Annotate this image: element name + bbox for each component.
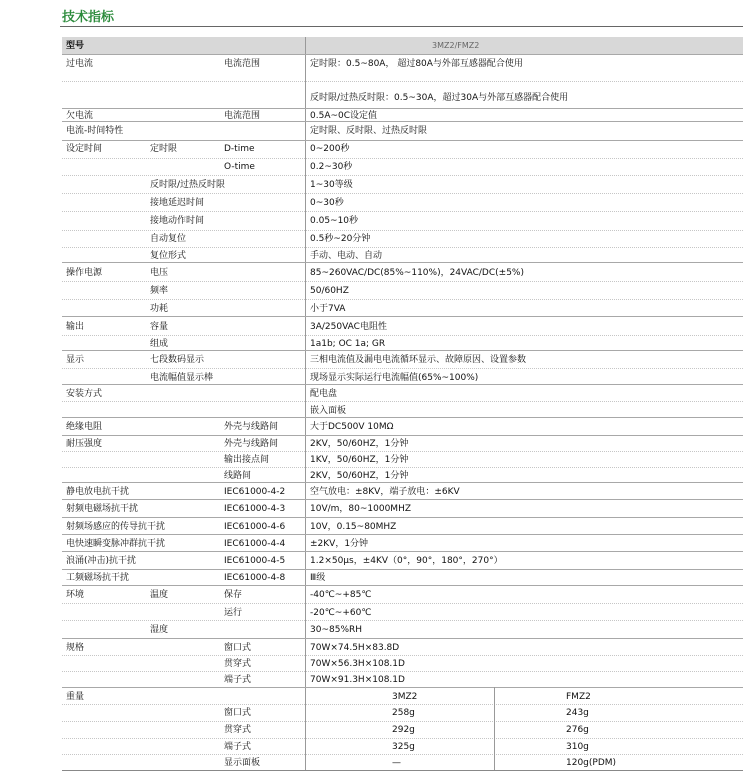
spec-row <box>62 175 743 194</box>
spec-value: 10V，0.15~80MHZ <box>310 522 397 532</box>
spec-subcategory: 接地延迟时间 <box>150 198 205 208</box>
spec-category: 环境 <box>66 590 85 600</box>
spec-subcategory: 容量 <box>150 322 169 332</box>
spec-value: 0.2~30秒 <box>310 162 353 172</box>
spec-subcategory: 功耗 <box>150 304 169 314</box>
weight-type: 端子式 <box>224 742 252 752</box>
weight-label: 重量 <box>66 692 85 702</box>
weight-col-3mz2: 3MZ2 <box>392 692 418 702</box>
weight-fmz2: 243g <box>566 708 589 718</box>
spec-category: 电流-时间特性 <box>66 126 124 136</box>
spec-value: 现场显示实际运行电流幅值(65%~100%) <box>310 373 479 383</box>
spec-row <box>62 585 743 604</box>
spec-item: 电流范围 <box>224 59 261 69</box>
spec-value: -40℃~+85℃ <box>310 590 372 600</box>
spec-subcategory: 复位形式 <box>150 251 187 261</box>
spec-item: 外壳与线路间 <box>224 439 279 449</box>
weight-type: 显示面板 <box>224 758 261 768</box>
spec-value: 配电盘 <box>310 389 338 399</box>
spec-category: 过电流 <box>66 59 94 69</box>
spec-row <box>62 451 743 468</box>
spec-value: 70W×74.5H×83.8D <box>310 643 400 653</box>
spec-row <box>62 551 743 570</box>
spec-category: 输出 <box>66 322 85 332</box>
spec-item: IEC61000-4-6 <box>224 522 286 532</box>
weight-3mz2: 292g <box>392 725 415 735</box>
spec-row <box>62 384 743 402</box>
section-title: 技术指标 <box>62 10 115 25</box>
spec-value: 0.5秒~20分钟 <box>310 234 371 244</box>
spec-table <box>62 37 743 770</box>
spec-value: 70W×56.3H×108.1D <box>310 659 405 669</box>
spec-item: 运行 <box>224 608 243 618</box>
spec-row <box>62 140 743 159</box>
spec-subcategory: 温度 <box>150 590 169 600</box>
spec-value: 1~30等级 <box>310 180 353 190</box>
spec-category: 工频磁场抗干扰 <box>66 573 130 583</box>
spec-value: 10V/m，80~1000MHZ <box>310 504 412 514</box>
spec-subcategory: 定时限 <box>150 144 178 154</box>
spec-category: 规格 <box>66 643 85 653</box>
spec-category: 绝缘电阻 <box>66 422 103 432</box>
spec-category: 显示 <box>66 355 85 365</box>
spec-item: O-time <box>224 162 255 172</box>
spec-row <box>62 671 743 688</box>
weight-fmz2: 310g <box>566 742 589 752</box>
spec-value: 0~30秒 <box>310 198 344 208</box>
model-label: 型号 <box>66 41 85 51</box>
spec-item: 端子式 <box>224 675 252 685</box>
spec-row <box>62 482 743 500</box>
spec-item: IEC61000-4-5 <box>224 556 286 566</box>
weight-3mz2: 325g <box>392 742 415 752</box>
spec-row <box>62 620 743 639</box>
spec-row <box>62 262 743 282</box>
spec-row <box>62 569 743 586</box>
weight-header-row <box>62 687 743 705</box>
spec-item: IEC61000-4-8 <box>224 573 286 583</box>
spec-item: 保存 <box>224 590 243 600</box>
spec-value: ±2KV，1分钟 <box>310 539 369 549</box>
spec-value: 定时限、反时限、过热反时限 <box>310 126 428 136</box>
spec-item: IEC61000-4-2 <box>224 487 286 497</box>
spec-item: 外壳与线路间 <box>224 422 279 432</box>
weight-type: 贯穿式 <box>224 725 252 735</box>
spec-row <box>62 401 743 418</box>
spec-value: 0.5A~0C设定值 <box>310 111 378 121</box>
spec-subcategory: 七段数码显示 <box>150 355 205 365</box>
spec-subcategory: 接地动作时间 <box>150 216 205 226</box>
table-bottom-border <box>62 770 743 771</box>
weight-col-fmz2: FMZ2 <box>566 692 591 702</box>
spec-category: 欠电流 <box>66 111 94 121</box>
spec-row <box>62 467 743 483</box>
spec-row <box>62 193 743 212</box>
spec-row <box>62 435 743 452</box>
spec-category: 安装方式 <box>66 389 103 399</box>
spec-item: D-time <box>224 144 255 154</box>
spec-row <box>62 108 743 122</box>
weight-row <box>62 754 743 771</box>
spec-row <box>62 638 743 656</box>
spec-value: 小于7VA <box>310 304 346 314</box>
weight-row <box>62 721 743 739</box>
spec-value: 0~200秒 <box>310 144 350 154</box>
spec-value: 1KV，50/60HZ，1分钟 <box>310 455 409 465</box>
spec-subcategory: 频率 <box>150 286 169 296</box>
spec-value: 1.2×50μs，±4KV（0°，90°，180°，270°） <box>310 556 503 566</box>
weight-3mz2: — <box>392 758 401 768</box>
spec-row <box>62 655 743 672</box>
spec-category: 静电放电抗干扰 <box>66 487 130 497</box>
table-header <box>62 37 743 54</box>
spec-subcategory: 湿度 <box>150 625 169 635</box>
spec-subcategory: 电压 <box>150 268 169 278</box>
spec-row <box>62 603 743 621</box>
spec-subcategory: 组成 <box>150 339 169 349</box>
spec-item: IEC61000-4-3 <box>224 504 286 514</box>
spec-value: 2KV，50/60HZ，1分钟 <box>310 471 409 481</box>
spec-row <box>62 54 743 82</box>
spec-value: 50/60HZ <box>310 286 349 296</box>
spec-row <box>62 121 743 141</box>
spec-item: 贯穿式 <box>224 659 252 669</box>
spec-category: 电快速瞬变脉冲群抗干扰 <box>66 539 166 549</box>
spec-row <box>62 534 743 552</box>
weight-row <box>62 738 743 755</box>
spec-value: 2KV，50/60HZ，1分钟 <box>310 439 409 449</box>
spec-row <box>62 417 743 436</box>
spec-subcategory: 电流幅值显示棒 <box>150 373 214 383</box>
weight-type: 窗口式 <box>224 708 252 718</box>
spec-item: 线路间 <box>224 471 252 481</box>
spec-row <box>62 350 743 369</box>
spec-row <box>62 517 743 535</box>
spec-subcategory: 自动复位 <box>150 234 187 244</box>
spec-row <box>62 299 743 317</box>
spec-value: 0.05~10秒 <box>310 216 359 226</box>
spec-row <box>62 211 743 231</box>
spec-value: 手动、电动、自动 <box>310 251 383 261</box>
spec-value: -20℃~+60℃ <box>310 608 372 618</box>
spec-row <box>62 247 743 263</box>
title-underline <box>60 26 743 27</box>
spec-row <box>62 335 743 351</box>
spec-value: 空气放电：±8KV，端子放电：±6KV <box>310 487 460 497</box>
spec-subcategory: 反时限/过热反时限 <box>150 180 226 190</box>
spec-category: 射频电磁场抗干扰 <box>66 504 139 514</box>
weight-fmz2: 276g <box>566 725 589 735</box>
weight-fmz2: 120g(PDM) <box>566 758 617 768</box>
spec-value: 70W×91.3H×108.1D <box>310 675 405 685</box>
spec-category: 耐压强度 <box>66 439 103 449</box>
spec-value: 85~260VAC/DC(85%~110%)，24VAC/DC(±5%) <box>310 268 524 278</box>
spec-row <box>62 316 743 336</box>
spec-value: Ⅲ级 <box>310 573 326 583</box>
model-value: 3MZ2/FMZ2 <box>432 41 480 50</box>
weight-3mz2: 258g <box>392 708 415 718</box>
spec-item: IEC61000-4-4 <box>224 539 286 549</box>
spec-row <box>62 81 743 109</box>
spec-category: 浪涌(冲击)抗干扰 <box>66 556 137 566</box>
spec-value: 30~85%RH <box>310 625 363 635</box>
spec-category: 设定时间 <box>66 144 103 154</box>
spec-item: 输出接点间 <box>224 455 270 465</box>
spec-value: 定时限：0.5~80A， 超过80A与外部互感器配合使用 <box>310 59 523 69</box>
spec-item: 窗口式 <box>224 643 252 653</box>
spec-row <box>62 499 743 518</box>
spec-category: 射频场感应的传导抗干扰 <box>66 522 166 532</box>
spec-item: 电流范围 <box>224 111 261 121</box>
spec-row <box>62 230 743 248</box>
spec-row <box>62 158 743 176</box>
spec-row <box>62 281 743 300</box>
weight-column-divider <box>494 687 495 770</box>
spec-category: 操作电源 <box>66 268 103 278</box>
spec-value: 大于DC500V 10MΩ <box>310 422 394 432</box>
spec-row <box>62 368 743 385</box>
weight-row <box>62 704 743 722</box>
spec-value: 嵌入面板 <box>310 406 347 416</box>
spec-value: 三相电流值及漏电电流循环显示、故障原因、设置参数 <box>310 355 527 365</box>
spec-value: 1a1b; OC 1a; GR <box>310 339 386 349</box>
spec-value: 反时限/过热反时限：0.5~30A，超过30A与外部互感器配合使用 <box>310 93 569 103</box>
spec-value: 3A/250VAC电阻性 <box>310 322 387 332</box>
